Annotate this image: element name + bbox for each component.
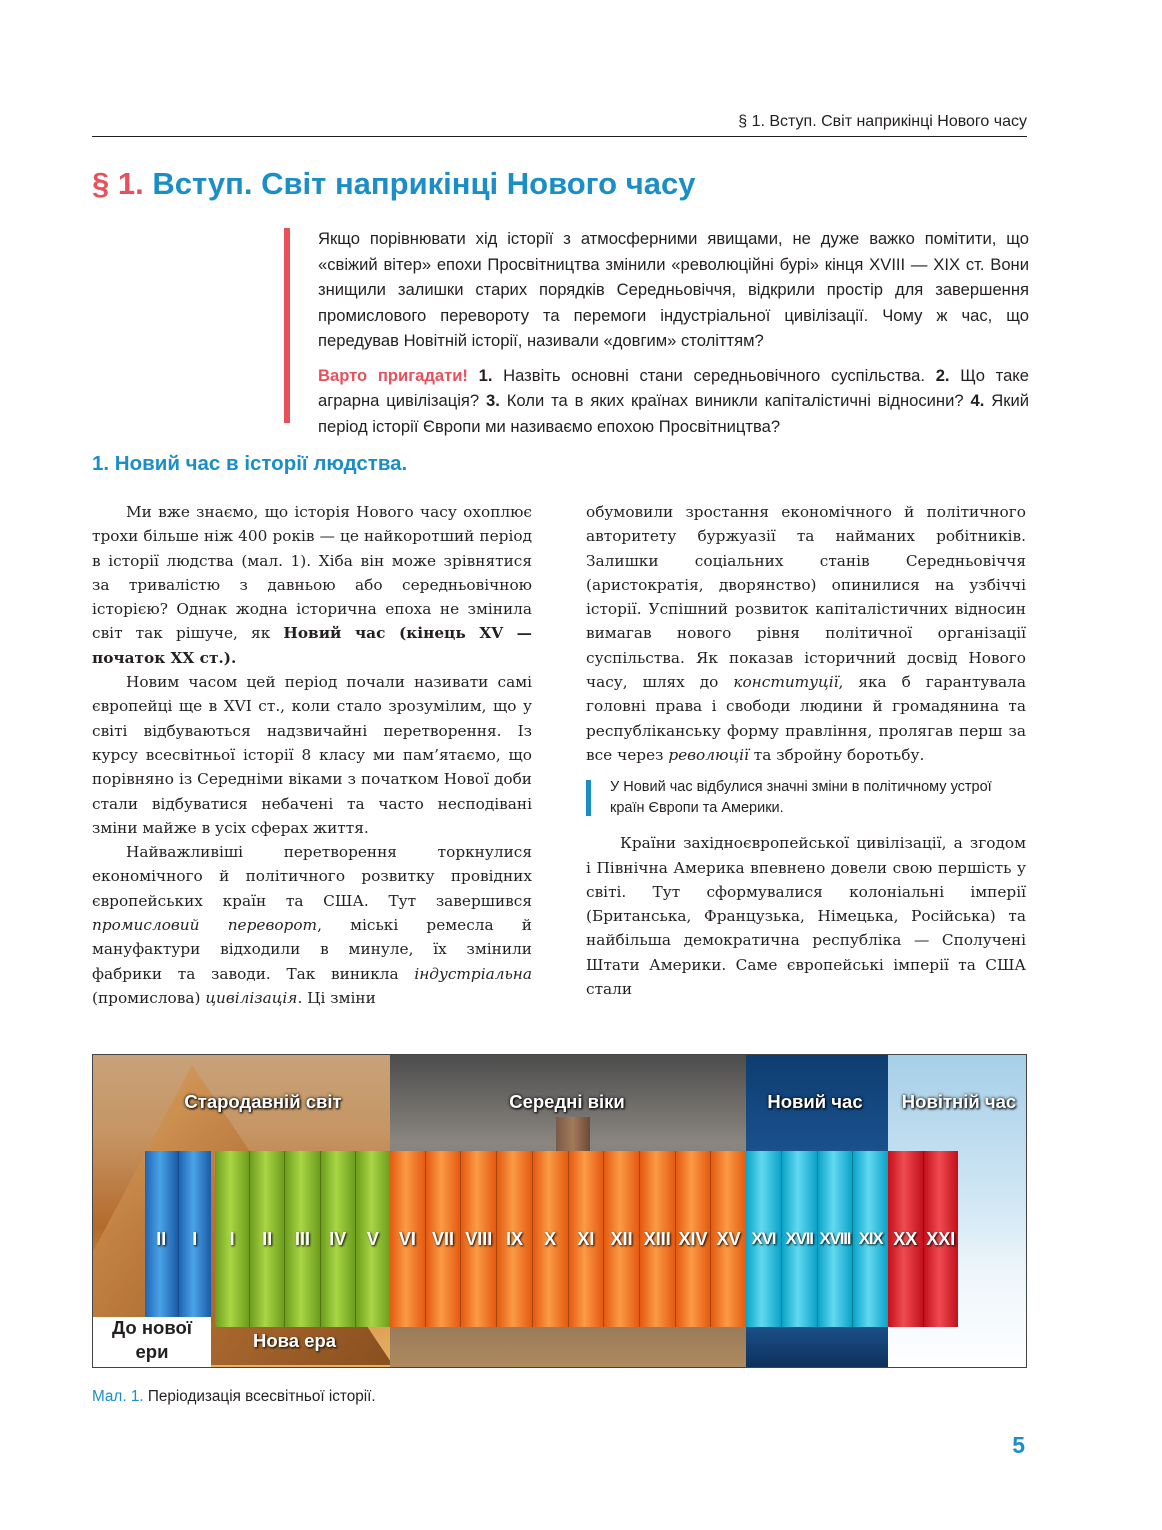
century-column: XXI bbox=[924, 1151, 959, 1327]
era-label-middle: Середні віки bbox=[509, 1091, 625, 1112]
label-before-common-era: До нової ери bbox=[112, 1317, 192, 1362]
recall-questions bbox=[318, 363, 1029, 440]
note-text: У Новий час відбулися значні зміни в політичному устрої країн Європи та Америки. bbox=[610, 779, 992, 817]
body-paragraph: Новим часом цей період почали називати самі європейці ще в XVI ст., коли стало зрозумілим, що у світі відбуваються надзвичайні перетворення. Із курсу всесвітньої історії 8 класу ми пам’ятаємо, що порівняно із Середніми віками з початком Нової доби стали відбуватися небачені та часто несподівані зміни майже в усіх сферах життя. bbox=[92, 673, 532, 837]
body-bold-text: Новий час (кінець XV — початок XX ст.). bbox=[92, 624, 532, 667]
century-column: XII bbox=[604, 1151, 640, 1327]
era-label-modern: Новий час bbox=[767, 1091, 863, 1112]
band-before-common-era bbox=[145, 1151, 211, 1327]
section-heading: 1. Новий час в історії людства. bbox=[92, 452, 408, 475]
century-column: III bbox=[285, 1151, 320, 1327]
question-text: Назвіть основні стани середньовічного суспільства. bbox=[492, 365, 936, 385]
page-number: 5 bbox=[1012, 1432, 1025, 1458]
band-modern-era bbox=[746, 1151, 888, 1327]
body-column-left bbox=[92, 500, 532, 1010]
body-paragraph: Країни західноєвропейської цивілізації, а згодом і Північна Америка впевнено довели свою першість у світі. Тут сформувалися колоніальні імперії (Британська, Французька, Німецька, Російська) та найбільша демократична республіка — Сполучені Штати Америки. Саме європейські імперії та США стали bbox=[586, 834, 1026, 999]
century-column: XIV bbox=[676, 1151, 712, 1327]
page-title bbox=[92, 166, 695, 202]
body-text: обумовили зростання економічного й політичного авторитету буржуазії та найманих робітників. Залишки соціальних станів Середньовіччя (аристократія, дворянство) опинилися на узбіччі історії. Успішний розвиток капіталістичних відносин вимагав нового рівня політичної організації суспільства. Як показав історичний досвід Нового часу, шлях до bbox=[586, 503, 1026, 692]
band-ancient-common-era bbox=[215, 1151, 390, 1327]
century-column: VIII bbox=[461, 1151, 497, 1327]
periodization-figure bbox=[92, 1054, 1027, 1368]
century-column: XVIII bbox=[818, 1151, 854, 1327]
century-column: XX bbox=[888, 1151, 924, 1327]
term-italic: конституції bbox=[733, 673, 839, 692]
question-text: Який період історії Європи ми називаємо епохою Просвітництва? bbox=[318, 391, 1029, 436]
intro-block bbox=[284, 226, 1029, 439]
century-column: XVI bbox=[746, 1151, 782, 1327]
century-column: XI bbox=[569, 1151, 605, 1327]
label-common-era: Нова ера bbox=[253, 1330, 337, 1351]
century-column: V bbox=[356, 1151, 390, 1327]
body-text: та збройну боротьбу. bbox=[748, 745, 925, 764]
running-header-title: § 1. Вступ. Світ наприкінці Нового часу bbox=[738, 113, 1027, 130]
century-column: XVII bbox=[782, 1151, 818, 1327]
century-column: VII bbox=[426, 1151, 462, 1327]
term-italic: промисловий переворот bbox=[92, 916, 318, 935]
intro-text: Якщо порівнювати хід історії з атмосферними явищами, не дуже важко помітити, що «свіжий вітер» епохи Просвітництва змінили «революційні бурі» кінця XVIII — XIX ст. Вони знищили залишки старих порядків Середньовіччя, відкрили простір для завершення промислового перевороту та перемоги індустріальної цивілізації. Чому ж час, що передував Новітній історії, називали «довгим» століттям? bbox=[318, 229, 1029, 350]
body-text: Найважливіші перетворення торкнулися економічного й політичного розвитку провідних європейських країн та США. Тут завершився bbox=[92, 843, 532, 910]
recall-label: Варто пригадати! bbox=[318, 365, 468, 385]
century-column: XIII bbox=[640, 1151, 676, 1327]
side-note bbox=[586, 777, 1026, 819]
intro-accent-bar bbox=[284, 228, 290, 423]
note-accent-bar bbox=[586, 780, 591, 816]
era-label-recent: Новітній час bbox=[901, 1091, 1017, 1112]
century-column: II bbox=[250, 1151, 285, 1327]
century-column: I bbox=[179, 1151, 212, 1327]
paragraph-title: Вступ. Світ наприкінці Нового часу bbox=[143, 166, 696, 201]
band-middle-ages bbox=[390, 1151, 746, 1327]
question-text: Коли та в яких країнах виникли капіталістичні відносини? bbox=[499, 391, 971, 410]
question-number: 2. bbox=[935, 365, 950, 385]
century-column: X bbox=[533, 1151, 569, 1327]
figure-number: Мал. 1. bbox=[92, 1388, 144, 1405]
century-column: IX bbox=[497, 1151, 533, 1327]
figure-caption-text: Періодизація всесвітньої історії. bbox=[143, 1388, 376, 1405]
running-header bbox=[92, 108, 1027, 137]
body-paragraph bbox=[92, 500, 532, 670]
term-italic: революції bbox=[668, 745, 749, 764]
question-number: 1. bbox=[478, 365, 493, 385]
question-text: Що таке аграрна цивілізація? bbox=[318, 365, 1029, 410]
term-italic: індустріальна bbox=[414, 964, 532, 983]
body-paragraph bbox=[92, 840, 532, 1010]
body-text: (промислова) bbox=[92, 988, 206, 1007]
century-column: VI bbox=[390, 1151, 426, 1327]
paragraph-number: § 1. bbox=[92, 166, 144, 201]
body-paragraph bbox=[586, 500, 1026, 767]
century-column: XIX bbox=[853, 1151, 888, 1327]
question-number: 4. bbox=[970, 391, 985, 410]
figure-caption bbox=[92, 1388, 376, 1406]
century-column: XV bbox=[711, 1151, 746, 1327]
century-column: IV bbox=[321, 1151, 356, 1327]
century-column: I bbox=[215, 1151, 250, 1327]
century-column: II bbox=[145, 1151, 179, 1327]
body-column-right bbox=[586, 500, 1026, 1001]
body-text: . Ці зміни bbox=[297, 988, 376, 1007]
body-text: , яка б гарантувала головні права і свободи людини й громадянина та республіканську форму правління, пролягав перш за все через bbox=[586, 673, 1026, 764]
question-number: 3. bbox=[486, 391, 500, 410]
era-label-ancient: Стародавній світ bbox=[184, 1091, 342, 1112]
term-italic: цивілізація bbox=[205, 988, 298, 1007]
body-text: , міські ремесла й мануфактури відходили в минуле, їх змінили фабрики та заводи. Так виникла bbox=[92, 916, 532, 983]
band-recent-era bbox=[888, 1151, 958, 1327]
body-text: Ми вже знаємо, що історія Нового часу охоплює трохи більше ніж 400 років — це найкоротший період в історії людства (мал. 1). Хіба він може зрівнятися за тривалістю з давньою або середньовічною історією? Однак жодна історична епоха не змінила світ так рішуче, як bbox=[92, 503, 532, 643]
